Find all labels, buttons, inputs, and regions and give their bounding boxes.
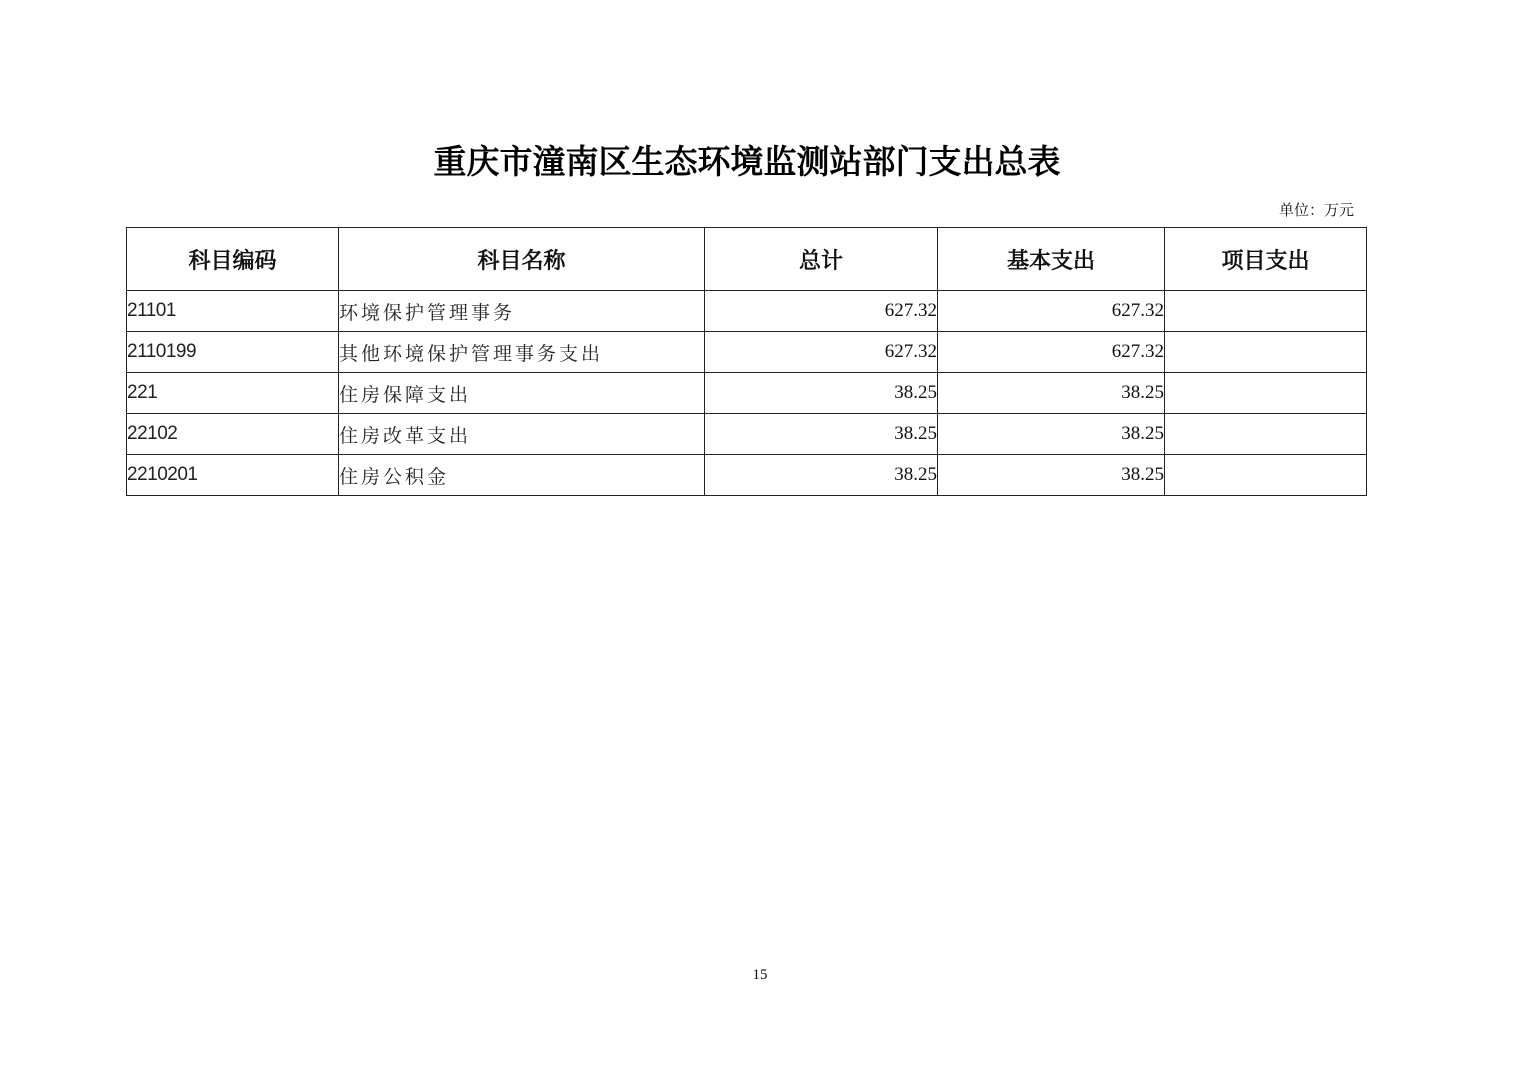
total-cell: 627.32 xyxy=(705,332,938,373)
table-header-row xyxy=(127,228,1367,291)
subject-name-cell: 环境保护管理事务 xyxy=(339,291,705,332)
subject-code-cell: 2110199 xyxy=(127,332,339,373)
basic-expense-cell: 38.25 xyxy=(938,455,1165,496)
table-row xyxy=(127,373,1367,414)
project-expense-cell xyxy=(1165,414,1367,455)
project-expense-cell xyxy=(1165,373,1367,414)
table-row xyxy=(127,332,1367,373)
total-cell: 38.25 xyxy=(705,373,938,414)
basic-expense-cell: 38.25 xyxy=(938,373,1165,414)
subject-code-cell: 22102 xyxy=(127,414,339,455)
header-total: 总计 xyxy=(705,228,938,291)
subject-code-cell: 21101 xyxy=(127,291,339,332)
subject-name-cell: 其他环境保护管理事务支出 xyxy=(339,332,705,373)
basic-expense-cell: 627.32 xyxy=(938,291,1165,332)
table-row xyxy=(127,455,1367,496)
total-cell: 38.25 xyxy=(705,414,938,455)
header-basic-expense: 基本支出 xyxy=(938,228,1165,291)
subject-name-cell: 住房改革支出 xyxy=(339,414,705,455)
total-cell: 627.32 xyxy=(705,291,938,332)
project-expense-cell xyxy=(1165,291,1367,332)
header-subject-name: 科目名称 xyxy=(339,228,705,291)
page-title: 重庆市潼南区生态环境监测站部门支出总表 xyxy=(433,142,1061,181)
basic-expense-cell: 627.32 xyxy=(938,332,1165,373)
header-project-expense: 项目支出 xyxy=(1165,228,1367,291)
project-expense-cell xyxy=(1165,332,1367,373)
subject-code-cell: 2210201 xyxy=(127,455,339,496)
subject-name-cell: 住房保障支出 xyxy=(339,373,705,414)
subject-name-cell: 住房公积金 xyxy=(339,455,705,496)
page-number: 15 xyxy=(752,967,768,983)
unit-label: 单位：万元 xyxy=(1278,201,1354,219)
basic-expense-cell: 38.25 xyxy=(938,414,1165,455)
header-subject-code: 科目编码 xyxy=(127,228,339,291)
subject-code-cell: 221 xyxy=(127,373,339,414)
table-row xyxy=(127,291,1367,332)
project-expense-cell xyxy=(1165,455,1367,496)
total-cell: 38.25 xyxy=(705,455,938,496)
table-row xyxy=(127,414,1367,455)
expense-table xyxy=(126,227,1367,496)
